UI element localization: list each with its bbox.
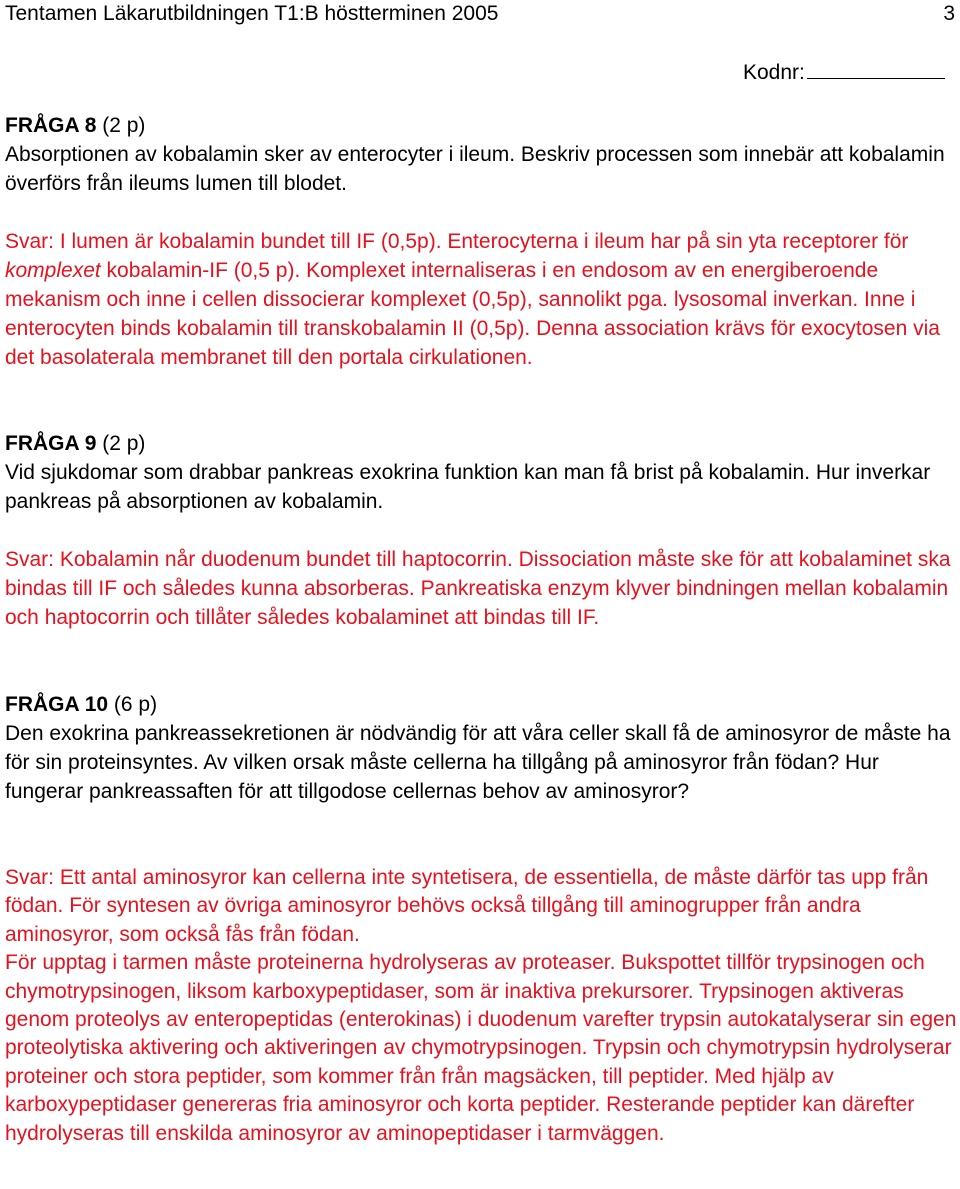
- answer-8-emphasis: komplexet: [5, 259, 101, 282]
- question-9-text: Vid sjukdomar som drabbar pankreas exokrina funktion kan man få brist på kobalamin. Hur inverkar pankreas på absorptionen av kobalamin.: [5, 461, 931, 513]
- kodnr-label: Kodnr:: [743, 61, 805, 84]
- question-10-text: Den exokrina pankreassekretionen är nödvändig för att våra celler skall få de aminosyror de måste ha för sin proteinsyntes. Av vilken orsak måste cellerna ha tillgång på aminosyror från födan? Hur fungerar pankreassaften för att tillgodose cellernas behov av aminosyror?: [5, 722, 951, 803]
- answer-10-paragraph-2: För upptag i tarmen måste proteinerna hydrolyseras av proteaser. Bukspottet tillför trypsinogen och chymotrypsinogen, liksom karboxypeptidaser, som är inaktiva prekursorer. Trypsinogen aktiveras genom proteolys av enteropeptidas (enterokinas) i duodenum varefter trypsin autokatalyserar sin egen proteolytiska aktivering och aktiveringen av chymotrypsinogen. Trypsin och chymotrypsin hydrolyserar proteiner och stora peptider, som kommer från från magsäcken, till peptider. Med hjälp av karboxypeptidaser genereras fria aminosyror och korta peptider. Resterande peptider kan därefter hydrolyseras till enskilda aminosyror av aminopeptidaser i tarmväggen.: [5, 951, 957, 1145]
- answer-10-paragraph-1: Svar: Ett antal aminosyror kan cellerna inte syntetisera, de essentiella, de måste därför tas upp från födan. För syntesen av övriga aminosyror behövs också tillgång till aminogrupper från andra aminosyror, som också fås från födan.: [5, 866, 929, 946]
- answer-8: [5, 227, 957, 372]
- question-10-label: FRÅGA 10: [5, 693, 109, 716]
- page-number: 3: [943, 2, 955, 25]
- question-9: [5, 429, 957, 516]
- kodnr-blank-line: [807, 56, 945, 79]
- question-10: [5, 690, 957, 806]
- question-8-text: Absorptionen av kobalamin sker av enterocyter i ileum. Beskriv processen som innebär att kobalamin överförs från ileums lumen till blodet.: [5, 143, 945, 195]
- answer-8-text-b: kobalamin-IF (0,5 p). Komplexet internaliseras i en endosom av en energiberoende mekanism och inne i cellen dissocierar komplexet (0,5p), sannolikt pga. lysosomal inverkan. Inne i enterocyten binds kobalamin till transkobalamin II (0,5p). Denna association krävs för exocytosen via det basolaterala membranet till den portala cirkulationen.: [5, 259, 940, 369]
- question-10-points: (6 p): [113, 693, 158, 716]
- question-8-points: (2 p): [102, 114, 146, 137]
- question-9-label: FRÅGA 9: [5, 432, 97, 455]
- document-title: Tentamen Läkarutbildningen T1:B höstterminen 2005: [5, 2, 499, 25]
- question-8-label: FRÅGA 8: [5, 114, 97, 137]
- kodnr-field: [743, 56, 945, 87]
- answer-8-text-a: Svar: I lumen är kobalamin bundet till IF (0,5p). Enterocyterna i ileum har på sin yta receptorer för: [5, 230, 909, 253]
- answer-9: Svar: Kobalamin når duodenum bundet till haptocorrin. Dissociation måste ske för att kobalaminet ska bindas till IF och således kunna absorberas. Pankreatiska enzym klyver bindningen mellan kobalamin och haptocorrin och tillåter således kobalaminet att bindas till IF.: [5, 548, 951, 629]
- answer-10: [5, 864, 957, 1148]
- question-8: [5, 111, 957, 198]
- question-9-points: (2 p): [102, 432, 146, 455]
- page-header: [5, 0, 955, 28]
